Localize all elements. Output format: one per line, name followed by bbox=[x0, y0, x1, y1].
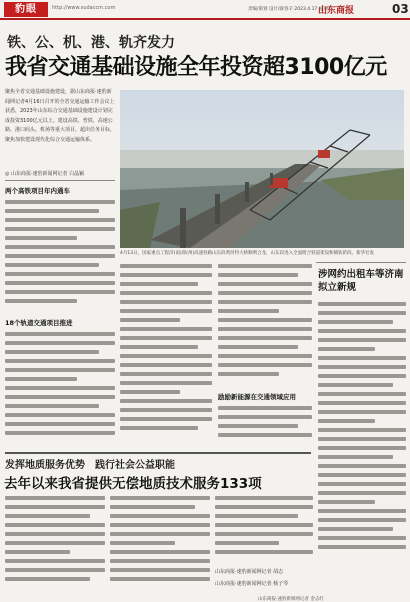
masthead-url[interactable]: http://www.sudaccm.com bbox=[52, 5, 116, 11]
article-body-col1 bbox=[5, 196, 115, 314]
bottom-divider bbox=[5, 452, 311, 454]
side-headline: 涉网约出租车等济南拟立新规 bbox=[318, 269, 404, 293]
pin-icon: ◎ bbox=[5, 171, 10, 177]
bottom-body-col2 bbox=[110, 492, 210, 592]
article-body-col3b bbox=[218, 402, 312, 450]
masthead bbox=[0, 0, 410, 20]
main-kicker: 铁、公、机、港、轨齐发力 bbox=[7, 35, 175, 51]
byline bbox=[5, 170, 84, 177]
bottom-body-col1 bbox=[5, 492, 105, 592]
article-body-col2 bbox=[120, 260, 212, 450]
bridge-photo bbox=[120, 90, 404, 248]
bottom-author-2: 山东商报·速豹新闻网记者 杨子琴 bbox=[215, 581, 289, 587]
side-article-body bbox=[318, 298, 406, 588]
lead-paragraph: 聚焦全省交通基础设施建设，据山东商报·速豹新闻网记者4月16日召开的全省交通运输工作会议上获悉，2023年山东综合交通基础设施建设计划完成投资3100亿元以上。建设高铁、普铁、高速公路、港口码头、机场等重大项目，超出任务目标，聚焦加快建设现代化综合交通运输体系。 bbox=[5, 89, 115, 143]
bridge-illustration bbox=[120, 90, 404, 248]
subhead-rail-transit: 18个轨道交通项目推进 bbox=[5, 319, 73, 327]
subhead-high-speed-rail: 两个高铁项目年内通车 bbox=[5, 187, 70, 195]
bottom-headline: 去年以来我省提供无偿地质技术服务133项 bbox=[4, 476, 262, 492]
bottom-kicker: 发挥地质服务优势 践行社会公益职能 bbox=[5, 460, 175, 471]
editor-note: 山东商报·速豹新闻网记者 金志红 bbox=[258, 597, 324, 602]
byline-text: 山东商报·速豹新闻网记者 白晶颖 bbox=[10, 171, 85, 177]
photo-caption: 4月13日，国家重点工程济(南)郑(州)高速铁路山东段黄河特大桥顺利合龙，山东段进入全面附合铁道架设和铺轨阶段。新华社发 bbox=[120, 251, 375, 256]
bottom-author-1: 山东商报·速豹新闻网记者 胡志 bbox=[215, 569, 284, 575]
masthead-meta: 责编/策划 设计/薛春辛 2023.4.17 星期一 bbox=[248, 7, 333, 12]
subhead-new-energy: 励励新能源在交通领域应用 bbox=[218, 393, 296, 401]
page-number: 03 bbox=[392, 2, 409, 16]
side-divider bbox=[316, 262, 406, 263]
divider bbox=[5, 180, 115, 181]
newspaper-name: 山东商报 bbox=[318, 6, 355, 16]
newspaper-logo: 豹眼 bbox=[4, 2, 48, 17]
article-body-col1b bbox=[5, 328, 115, 452]
main-headline: 我省交通基础设施全年投资超3100亿元 bbox=[5, 55, 387, 80]
bottom-body-col3 bbox=[215, 492, 313, 564]
article-body-col3 bbox=[218, 260, 312, 390]
